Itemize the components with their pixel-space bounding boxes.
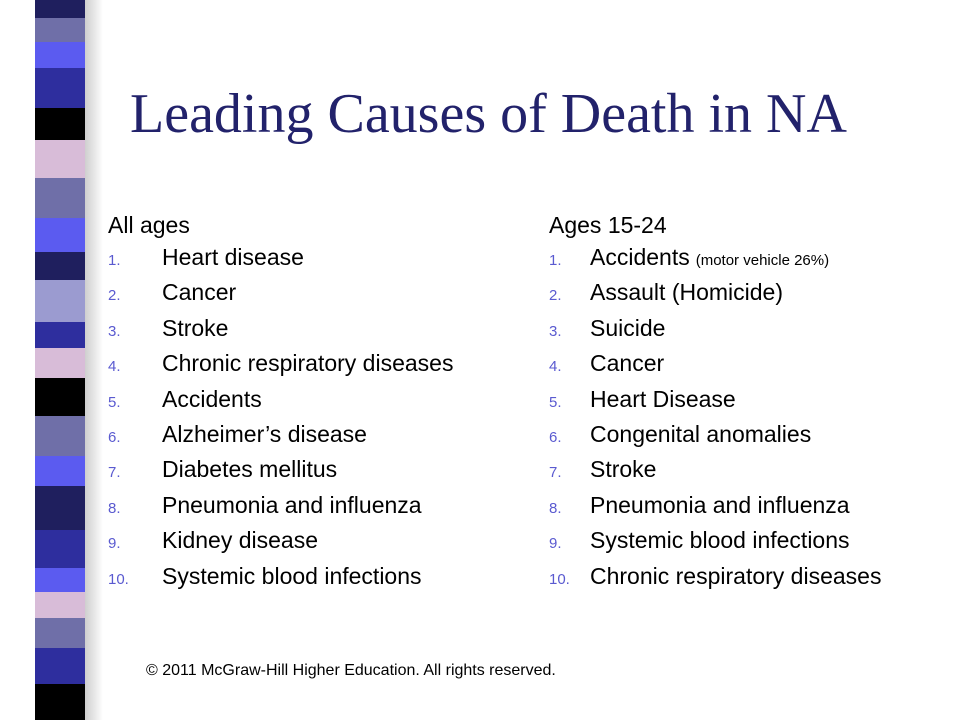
decorative-stripe	[35, 416, 85, 456]
list-item	[549, 527, 949, 562]
list-item	[549, 421, 949, 456]
list-item	[108, 527, 528, 562]
decorative-stripe	[35, 618, 85, 648]
list-item-text: Cancer	[590, 350, 665, 377]
column-heading: All ages	[108, 212, 190, 238]
list-number: 1.	[108, 252, 121, 269]
list-item	[108, 492, 528, 527]
list-item-text: Chronic respiratory diseases	[162, 350, 454, 377]
decorative-stripe	[35, 592, 85, 618]
list-item-text: Systemic blood infections	[590, 527, 850, 554]
list-item	[108, 279, 528, 314]
list-number: 4.	[549, 358, 562, 376]
list-item	[108, 421, 528, 456]
list-item	[108, 244, 528, 279]
decorative-stripe	[35, 18, 85, 42]
list-item-text: Heart disease	[162, 244, 304, 270]
column-heading: Ages 15-24	[549, 212, 667, 238]
list-number: 5.	[108, 393, 121, 411]
list-number: 9.	[549, 535, 562, 553]
list-number: 10.	[549, 570, 570, 588]
list-number: 9.	[108, 535, 121, 553]
list-item-text: Stroke	[162, 314, 229, 341]
list-item-text: Kidney disease	[162, 527, 318, 554]
decorative-stripe	[35, 568, 85, 592]
column-ages-15-24	[549, 210, 949, 598]
list-number: 6.	[549, 428, 562, 446]
list-item	[549, 386, 949, 421]
decorative-stripe	[35, 486, 85, 530]
decorative-stripe	[35, 280, 85, 322]
list-item-note: (motor vehicle 26%)	[695, 252, 830, 269]
column-all-ages	[108, 210, 528, 598]
list-item	[108, 456, 528, 491]
list-number: 5.	[549, 393, 562, 411]
list-item	[549, 315, 949, 350]
list-item-text: Accidents	[590, 244, 690, 270]
list-item	[108, 350, 528, 385]
list-number: 8.	[549, 499, 562, 517]
copyright-footer: © 2011 McGraw-Hill Higher Education. All rights reserved.	[146, 662, 556, 679]
list-item	[549, 279, 949, 314]
list-item-text: Systemic blood infections	[162, 562, 422, 589]
list-item-text: Assault (Homicide)	[590, 279, 783, 306]
stripe-shadow	[85, 0, 103, 720]
list-item	[549, 244, 949, 279]
list-item-text: Chronic respiratory diseases	[590, 562, 882, 589]
slide-title: Leading Causes of Death in NA	[130, 83, 847, 145]
decorative-stripe	[35, 322, 85, 348]
list-item	[108, 563, 528, 598]
decorative-stripe	[35, 140, 85, 178]
list-number: 3.	[549, 322, 562, 340]
list-item	[549, 492, 949, 527]
list-item	[549, 456, 949, 491]
decorative-stripe	[35, 0, 85, 18]
decorative-stripe	[35, 252, 85, 280]
list-item	[108, 386, 528, 421]
list-item	[549, 563, 949, 598]
list-number: 3.	[108, 322, 121, 340]
decorative-stripe	[35, 530, 85, 568]
causes-list	[549, 244, 949, 598]
list-item	[549, 350, 949, 385]
list-number: 8.	[108, 499, 121, 517]
list-item-text: Alzheimer’s disease	[162, 420, 367, 447]
decorative-stripe	[35, 218, 85, 252]
decorative-stripe	[35, 108, 85, 140]
list-number: 2.	[108, 287, 121, 305]
list-item-text: Pneumonia and influenza	[590, 491, 850, 518]
decorative-stripe	[35, 68, 85, 108]
list-number: 4.	[108, 358, 121, 376]
list-number: 10.	[108, 570, 129, 588]
list-item-text: Pneumonia and influenza	[162, 491, 422, 518]
list-item-text: Cancer	[162, 279, 237, 306]
list-item-text: Suicide	[590, 314, 666, 341]
decorative-stripe	[35, 42, 85, 68]
list-number: 1.	[549, 252, 562, 269]
decorative-stripe	[35, 378, 85, 416]
list-item	[108, 315, 528, 350]
decorative-stripe	[35, 684, 85, 720]
list-item-text: Accidents	[162, 385, 262, 412]
list-number: 7.	[108, 464, 121, 482]
decorative-stripe	[35, 178, 85, 218]
list-item-text: Diabetes mellitus	[162, 456, 338, 483]
decorative-stripe	[35, 456, 85, 486]
list-number: 6.	[108, 428, 121, 446]
list-number: 2.	[549, 287, 562, 305]
list-number: 7.	[549, 464, 562, 482]
decorative-stripe	[35, 648, 85, 684]
causes-list	[108, 244, 528, 598]
decorative-stripe	[35, 348, 85, 378]
list-item-text: Stroke	[590, 456, 657, 483]
list-item-text: Heart Disease	[590, 385, 736, 412]
decorative-stripe-bar	[35, 0, 85, 720]
list-item-text: Congenital anomalies	[590, 420, 812, 447]
